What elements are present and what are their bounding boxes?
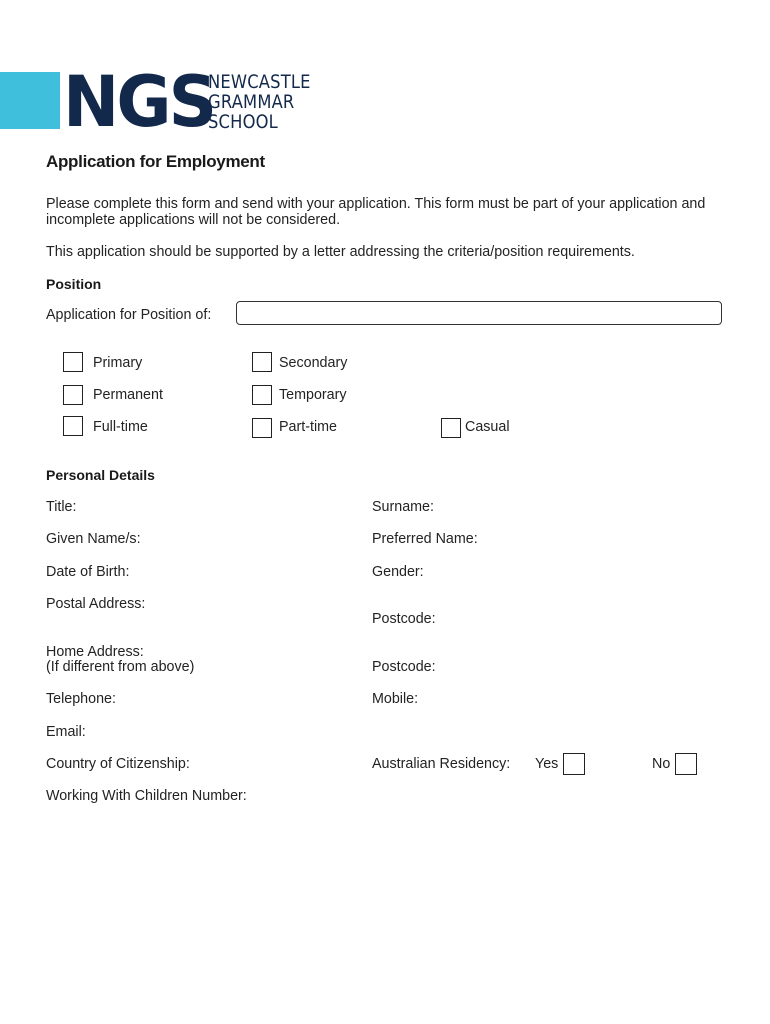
page-title: Application for Employment bbox=[46, 152, 265, 171]
temporary-checkbox[interactable] bbox=[252, 385, 272, 405]
part-time-label: Part-time bbox=[279, 419, 337, 435]
logo-name-line3: SCHOOL bbox=[208, 111, 278, 133]
secondary-checkbox[interactable] bbox=[252, 352, 272, 372]
residency-yes-label: Yes bbox=[535, 756, 559, 772]
primary-checkbox[interactable] bbox=[63, 352, 83, 372]
full-time-checkbox[interactable] bbox=[63, 416, 83, 436]
logo-name-line2: GRAMMAR bbox=[208, 91, 295, 113]
given-names-label: Given Name/s: bbox=[46, 531, 141, 547]
postal-postcode-label: Postcode: bbox=[372, 611, 436, 627]
logo-initials: NGS bbox=[63, 61, 215, 143]
intro-paragraph-2: This application should be supported by a letter addressing the criteria/position requirements. bbox=[46, 244, 635, 260]
part-time-checkbox[interactable] bbox=[252, 418, 272, 438]
mobile-label: Mobile: bbox=[372, 691, 419, 707]
residency-yes-checkbox[interactable] bbox=[563, 753, 585, 775]
postal-address-label: Postal Address: bbox=[46, 596, 146, 612]
home-address-note: (If different from above) bbox=[46, 659, 195, 675]
full-time-label: Full-time bbox=[93, 419, 148, 435]
primary-label: Primary bbox=[93, 355, 143, 371]
residency-no-label: No bbox=[652, 756, 671, 772]
secondary-label: Secondary bbox=[279, 355, 348, 371]
logo-accent-block bbox=[0, 72, 60, 129]
position-heading: Position bbox=[46, 276, 102, 292]
gender-label: Gender: bbox=[372, 564, 424, 580]
citizenship-label: Country of Citizenship: bbox=[46, 756, 190, 772]
casual-checkbox[interactable] bbox=[441, 418, 461, 438]
temporary-label: Temporary bbox=[279, 387, 347, 403]
intro-paragraph-1: Please complete this form and send with your application. This form must be part of your application and incomplete applications will not be considered. bbox=[46, 196, 706, 228]
application-position-input[interactable] bbox=[236, 301, 722, 325]
residency-no-checkbox[interactable] bbox=[675, 753, 697, 775]
residency-label: Australian Residency: bbox=[372, 756, 511, 772]
logo-school-name bbox=[208, 72, 311, 132]
dob-label: Date of Birth: bbox=[46, 564, 130, 580]
home-address-label: Home Address: bbox=[46, 644, 144, 660]
wwc-number-label: Working With Children Number: bbox=[46, 788, 247, 804]
permanent-label: Permanent bbox=[93, 387, 163, 403]
email-label: Email: bbox=[46, 724, 86, 740]
title-label: Title: bbox=[46, 499, 77, 515]
logo-name-line1: NEWCASTLE bbox=[208, 71, 311, 93]
surname-label: Surname: bbox=[372, 499, 434, 515]
home-postcode-label: Postcode: bbox=[372, 659, 436, 675]
personal-details-heading: Personal Details bbox=[46, 467, 155, 483]
application-position-label: Application for Position of: bbox=[46, 307, 212, 323]
casual-label: Casual bbox=[465, 419, 510, 435]
preferred-name-label: Preferred Name: bbox=[372, 531, 478, 547]
telephone-label: Telephone: bbox=[46, 691, 116, 707]
permanent-checkbox[interactable] bbox=[63, 385, 83, 405]
